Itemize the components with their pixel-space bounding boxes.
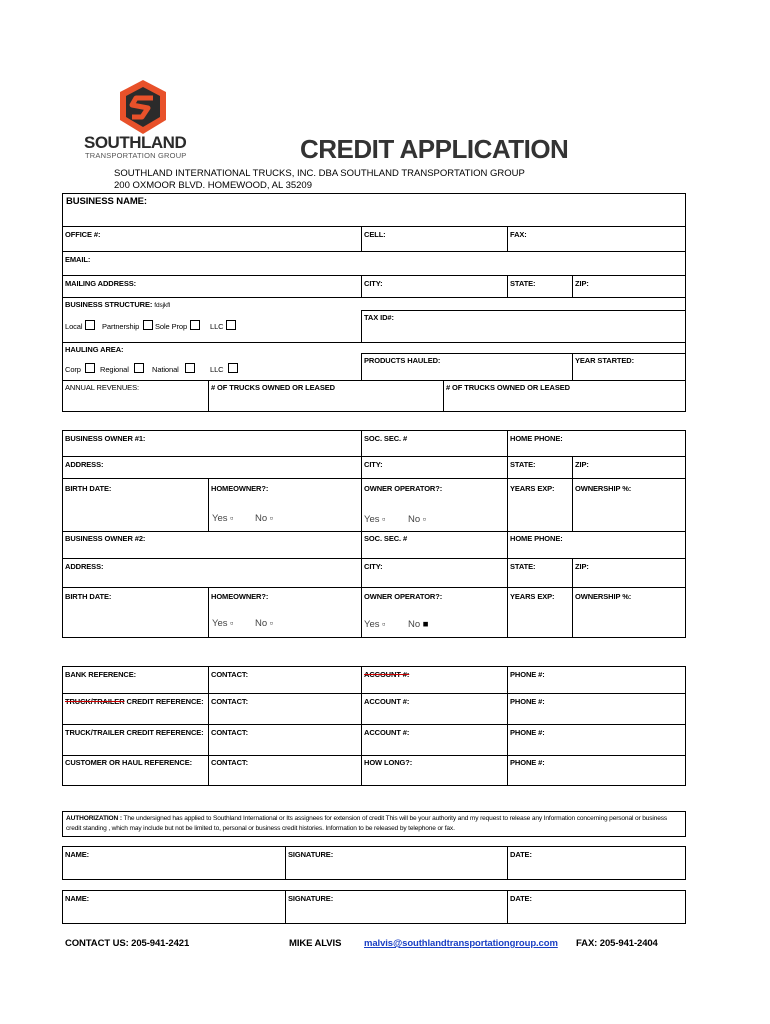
owner2-birth-label: BIRTH DATE: <box>65 592 112 601</box>
mailing-address-label: MAILING ADDRESS: <box>65 279 137 288</box>
shield-icon <box>84 78 202 138</box>
how-long-label: HOW LONG?: <box>364 758 413 767</box>
footer-email-link[interactable]: malvis@southlandtransportationgroup.com <box>364 938 558 949</box>
products-hauled-label: PRODUCTS HAULED: <box>364 356 441 365</box>
business-name-label: BUSINESS NAME: <box>66 196 147 207</box>
truck-reference-2-label: TRUCK/TRAILER CREDIT REFERENCE: <box>65 728 204 737</box>
authorization-text: The undersigned has applied to Southland International or Its assignees for extension of credit This will be your authority and my request to release any Information concerning personal or business credit standing , which may include but not be limited to, personal or business credit histories. Information to be released by telephone or fax. <box>66 815 668 832</box>
bank-phone-label: PHONE #: <box>510 670 545 679</box>
zip-label: ZIP: <box>575 279 589 288</box>
owner2-address-label: ADDRESS: <box>65 562 104 571</box>
owner2-state-label: STATE: <box>510 562 536 571</box>
signature-name-label-2: NAME: <box>65 894 90 903</box>
owner1-homeowner-no[interactable]: No ▫ <box>255 513 274 524</box>
tax-id-label: TAX ID#: <box>364 313 394 322</box>
customer-reference-label: CUSTOMER OR HAUL REFERENCE: <box>65 758 193 767</box>
owner2-title: BUSINESS OWNER #2: <box>65 534 146 543</box>
customer-phone-label: PHONE #: <box>510 758 545 767</box>
owner1-homeowner-yes[interactable]: Yes ▫ <box>212 513 234 524</box>
signature-row-2 <box>62 890 686 924</box>
email-label: EMAIL: <box>65 255 91 264</box>
local-checkbox[interactable] <box>85 320 95 330</box>
signature-date-label-1: DATE: <box>510 850 532 859</box>
owner1-birth-label: BIRTH DATE: <box>65 484 112 493</box>
annual-revenues-label: ANNUAL REVENUES: <box>65 383 139 392</box>
hauling-option-corp: Corp <box>65 365 81 374</box>
owner2-ownership-label: OWNERSHIP %: <box>575 592 632 601</box>
hauling-area-label: HAULING AREA: <box>65 345 124 354</box>
footer-contact: CONTACT US: 205-941-2421 <box>65 938 190 949</box>
owner2-ssn-label: SOC. SEC. # <box>364 534 408 543</box>
customer-contact-label: CONTACT: <box>211 758 248 767</box>
owner2-operator-no[interactable]: No ■ <box>408 619 429 630</box>
page-title: CREDIT APPLICATION <box>300 134 569 164</box>
truck2-contact-label: CONTACT: <box>211 728 248 737</box>
city-label: CITY: <box>364 279 383 288</box>
owner1-years-label: YEARS EXP: <box>510 484 555 493</box>
owner2-operator-label: OWNER OPERATOR?: <box>364 592 443 601</box>
trucks-owned-label-2: # OF TRUCKS OWNED OR LEASED <box>446 383 570 392</box>
owner1-city-label: CITY: <box>364 460 383 469</box>
trucks-owned-label-1: # OF TRUCKS OWNED OR LEASED <box>211 383 335 392</box>
owner2-home-phone-label: HOME PHONE: <box>510 534 563 543</box>
owner1-ssn-label: SOC. SEC. # <box>364 434 408 443</box>
hauling-option-national: National <box>152 365 179 374</box>
owner1-address-label: ADDRESS: <box>65 460 104 469</box>
bank-account-label: ACCOUNT #: <box>364 670 410 679</box>
owner2-operator-yes[interactable]: Yes ▫ <box>364 619 386 630</box>
hauling-option-llc: LLC <box>210 365 224 374</box>
corp-checkbox[interactable] <box>85 363 95 373</box>
truck1-phone-label: PHONE #: <box>510 697 545 706</box>
business-structure-label: BUSINESS STRUCTURE: fdsjkfl <box>65 300 171 309</box>
owner1-home-phone-label: HOME PHONE: <box>510 434 563 443</box>
structure-option-partnership: Partnership <box>102 322 140 331</box>
signature-date-label-2: DATE: <box>510 894 532 903</box>
sole-prop-checkbox[interactable] <box>190 320 200 330</box>
signature-label-1: SIGNATURE: <box>288 850 334 859</box>
owner1-operator-label: OWNER OPERATOR?: <box>364 484 443 493</box>
bank-reference-label: BANK REFERENCE: <box>65 670 137 679</box>
authorization-box <box>62 811 686 837</box>
owner1-state-label: STATE: <box>510 460 536 469</box>
office-label: OFFICE #: <box>65 230 101 239</box>
truck2-phone-label: PHONE #: <box>510 728 545 737</box>
year-started-label: YEAR STARTED: <box>575 356 634 365</box>
structure-option-local: Local <box>65 322 83 331</box>
authorization-label: AUTHORIZATION : <box>66 815 122 822</box>
cell-label: CELL: <box>364 230 386 239</box>
company-line: SOUTHLAND INTERNATIONAL TRUCKS, INC. DBA SOUTHLAND TRANSPORTATION GROUP <box>114 168 525 179</box>
structure-option-sole-prop: Sole Prop <box>155 322 188 331</box>
hauling-option-regional: Regional <box>100 365 129 374</box>
filled-square-icon: ■ <box>422 619 429 630</box>
owner1-homeowner-label: HOMEOWNER?: <box>211 484 269 493</box>
owner1-operator-no[interactable]: No ▫ <box>408 514 427 525</box>
bank-contact-label: CONTACT: <box>211 670 248 679</box>
signature-row-1 <box>62 846 686 880</box>
truck-reference-1-label: TRUCK/TRAILER CREDIT REFERENCE: <box>65 697 204 706</box>
company-logo <box>84 78 202 160</box>
signature-name-label-1: NAME: <box>65 850 90 859</box>
structure-note: fdsjkfl <box>154 302 171 309</box>
logo-subtitle: TRANSPORTATION GROUP <box>85 151 187 160</box>
llc-checkbox[interactable] <box>226 320 236 330</box>
owner2-city-label: CITY: <box>364 562 383 571</box>
references-section <box>62 666 686 786</box>
address-line: 200 OXMOOR BLVD. HOMEWOOD, AL 35209 <box>114 180 312 191</box>
owner2-homeowner-yes[interactable]: Yes ▫ <box>212 618 234 629</box>
signature-label-2: SIGNATURE: <box>288 894 334 903</box>
owner2-homeowner-no[interactable]: No ▫ <box>255 618 274 629</box>
owner1-operator-yes[interactable]: Yes ▫ <box>364 514 386 525</box>
truck1-account-label: ACCOUNT #: <box>364 697 410 706</box>
partnership-checkbox[interactable] <box>143 320 153 330</box>
truck1-contact-label: CONTACT: <box>211 697 248 706</box>
owner1-title: BUSINESS OWNER #1: <box>65 434 146 443</box>
state-label: STATE: <box>510 279 536 288</box>
owner2-years-label: YEARS EXP: <box>510 592 555 601</box>
truck2-account-label: ACCOUNT #: <box>364 728 410 737</box>
owner1-ownership-label: OWNERSHIP %: <box>575 484 632 493</box>
footer-person: MIKE ALVIS <box>289 938 342 949</box>
owner1-zip-label: ZIP: <box>575 460 589 469</box>
hauling-llc-checkbox[interactable] <box>228 363 238 373</box>
logo-name: SOUTHLAND <box>84 133 187 152</box>
owner2-zip-label: ZIP: <box>575 562 589 571</box>
fax-label: FAX: <box>510 230 527 239</box>
national-checkbox[interactable] <box>185 363 195 373</box>
owner2-homeowner-label: HOMEOWNER?: <box>211 592 269 601</box>
regional-checkbox[interactable] <box>134 363 144 373</box>
structure-option-llc: LLC <box>210 322 224 331</box>
footer-fax: FAX: 205-941-2404 <box>576 938 658 949</box>
